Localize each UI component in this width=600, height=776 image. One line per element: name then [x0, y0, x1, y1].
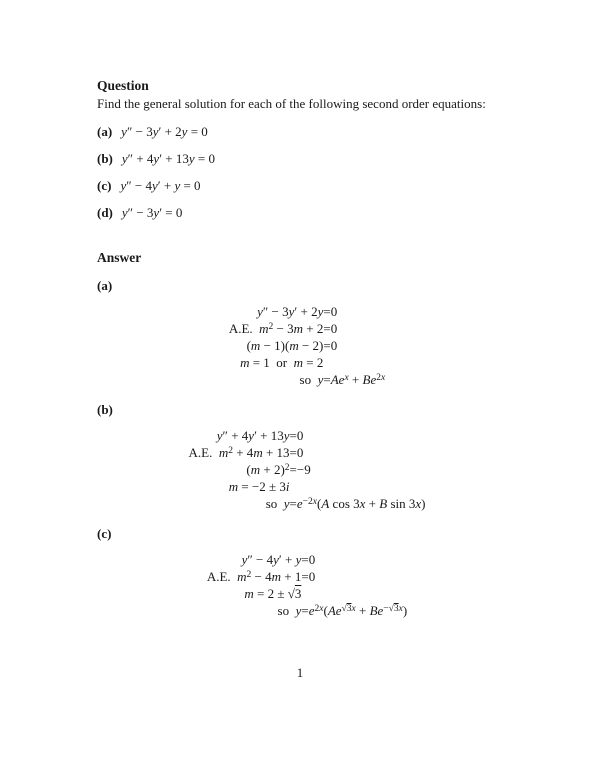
equation-block	[188, 427, 425, 512]
equation-line	[229, 354, 385, 371]
page-number: 1	[296, 665, 304, 680]
equation-line	[229, 337, 385, 354]
equation-line	[207, 568, 407, 585]
question-item-label: (b)	[97, 151, 113, 166]
equation-rhs: $e^{2x}(Ae^{√3x} + Be^{-√3x})$	[308, 603, 408, 618]
equation-rhs	[331, 354, 385, 371]
equation-line	[188, 495, 425, 512]
equation-lhs: (m − 1)(m − 2)	[246, 338, 324, 353]
equation-relation: =	[323, 372, 331, 387]
equation-lhs: $(m + 2)^2$	[246, 462, 290, 477]
equation-lhs: m = 1 or m = 2	[240, 355, 324, 370]
equation-line	[229, 371, 385, 388]
equation-lhs: m = 2 ± √3	[244, 586, 302, 601]
equation-rhs: 0	[330, 304, 338, 319]
equation-rhs: $Ae^x + Be^{2x}$	[330, 372, 386, 387]
equation-line	[229, 303, 385, 320]
equation-relation: =	[301, 603, 309, 618]
equation-line	[229, 320, 385, 337]
equation-lhs: so y	[277, 603, 302, 618]
equation-relation	[301, 585, 308, 602]
equation-rhs: 0	[308, 569, 316, 584]
question-item	[97, 151, 517, 166]
equation-relation: =	[289, 445, 297, 460]
equation-line	[188, 427, 425, 444]
equation-lhs: m = −2 ± 3i	[228, 479, 290, 494]
question-item-equation: y″ + 4y′ + 13y = 0	[121, 151, 216, 166]
equation-line	[188, 478, 425, 495]
answer-part-label: (b)	[97, 402, 113, 417]
equation-line	[207, 551, 407, 568]
question-heading: Question	[97, 78, 149, 93]
equation-relation: =	[323, 321, 331, 336]
equation-rhs: 0	[296, 445, 304, 460]
answer-section	[97, 250, 517, 619]
answer-parts	[97, 278, 517, 619]
equation-relation: =	[323, 338, 331, 353]
equation-rhs: −9	[296, 462, 311, 477]
equation-lhs: so y	[265, 496, 290, 511]
equation-rhs: 0	[308, 552, 316, 567]
question-item	[97, 124, 517, 139]
question-item	[97, 205, 517, 220]
question-item-label: (c)	[97, 178, 112, 193]
equation-rhs: 0	[330, 338, 338, 353]
equation-lhs: so y	[299, 372, 324, 387]
equation-block	[207, 551, 407, 619]
question-section	[97, 78, 517, 220]
equation-relation	[290, 478, 297, 495]
answer-heading: Answer	[97, 250, 142, 265]
equation-lhs: y″ − 3y′ + 2y	[257, 304, 324, 319]
equation-lhs: A.E. $m^2 - 4m + 1$	[206, 569, 302, 584]
equation-relation: =	[323, 304, 331, 319]
equation-relation: =	[301, 552, 309, 567]
equation-relation: =	[289, 462, 297, 477]
question-item-equation: y″ − 4y′ + y = 0	[120, 178, 201, 193]
equation-lhs: A.E. $m^2 - 3m + 2$	[228, 321, 324, 336]
equation-rhs	[297, 478, 426, 495]
equation-relation: =	[301, 569, 309, 584]
equation-block	[229, 303, 385, 388]
question-list	[97, 124, 517, 220]
question-item-label: (d)	[97, 205, 113, 220]
question-item-equation: y″ − 3y′ + 2y = 0	[121, 124, 208, 139]
equation-rhs	[309, 585, 407, 602]
question-intro: Find the general solution for each of the following second order equations:	[97, 96, 486, 111]
equation-line	[207, 585, 407, 602]
equation-rhs: $e^{-2x}(A$ cos 3x + B sin 3x)	[296, 496, 426, 511]
question-item-label: (a)	[97, 124, 113, 139]
equation-relation	[323, 354, 330, 371]
question-item-equation: y″ − 3y′ = 0	[121, 205, 183, 220]
answer-part-label: (c)	[97, 526, 112, 541]
equation-lhs: y″ − 4y′ + y	[241, 552, 302, 567]
equation-line	[188, 461, 425, 478]
answer-part-label: (a)	[97, 278, 113, 293]
equation-lhs: A.E. $m^2 + 4m + 13$	[188, 445, 290, 460]
equation-rhs: 0	[330, 321, 338, 336]
equation-line	[207, 602, 407, 619]
question-item	[97, 178, 517, 193]
equation-relation: =	[289, 496, 297, 511]
equation-line	[188, 444, 425, 461]
equation-relation: =	[289, 428, 297, 443]
equation-lhs: y″ + 4y′ + 13y	[216, 428, 290, 443]
equation-rhs: 0	[296, 428, 304, 443]
